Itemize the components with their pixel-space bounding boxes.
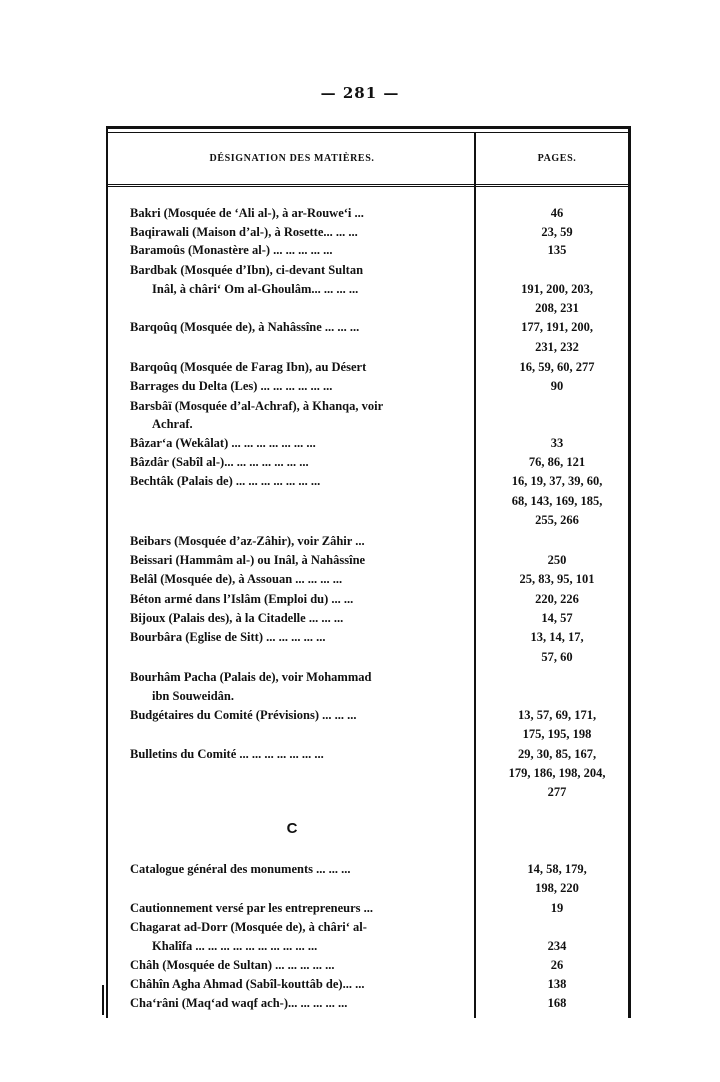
page-refs: 14, 58, 179, <box>527 862 587 876</box>
page-refs: 57, 60 <box>541 650 573 664</box>
entry-line: Baqirawali (Maison d’al-), à Rosette... ... ... <box>130 225 358 239</box>
entry-line: Bourhâm Pacha (Palais de), voir Mohammad <box>130 670 372 684</box>
entry-line: Beissari (Hammâm al-) ou Inâl, à Nahâssîne <box>130 553 366 567</box>
entry-line: Barqoûq (Mosquée de), à Nahâssîne ... ... ... <box>130 320 360 334</box>
page-refs: 16, 19, 37, 39, 60, <box>511 474 603 488</box>
entry-line: Châh (Mosquée de Sultan) ... ... ... ... ... <box>130 958 335 972</box>
page-refs: 16, 59, 60, 277 <box>519 360 595 374</box>
page-refs: 168 <box>547 996 567 1010</box>
page-refs: 25, 83, 95, 101 <box>519 572 595 586</box>
entry-line: Cha‘râni (Maq‘ad waqf ach-)... ... ... ... ... <box>130 996 348 1010</box>
page-refs: 33 <box>550 436 564 450</box>
entry-line: Béton armé dans l’Islâm (Emploi du) ... ... <box>130 592 354 606</box>
page-refs: 277 <box>547 785 567 799</box>
entry-line: Barqoûq (Mosquée de Farag Ibn), au Désert <box>130 360 367 374</box>
column-header-pages: PAGES. <box>537 153 577 164</box>
entry-line: Bakri (Mosquée de ‘Ali al-), à ar-Rouwe‘i ... <box>130 206 364 220</box>
entry-line: Cautionnement versé par les entrepreneurs ... <box>130 901 374 915</box>
column-header-designation: DÉSIGNATION DES MATIÈRES. <box>209 153 375 164</box>
entry-line: Châhîn Agha Ahmad (Sabîl-kouttâb de)... ... <box>130 977 365 991</box>
entry-line: Bardbak (Mosquée d’Ibn), ci-devant Sultan <box>130 263 364 277</box>
page-refs: 234 <box>547 939 567 953</box>
page-refs: 14, 57 <box>541 611 573 625</box>
page-refs: 179, 186, 198, 204, <box>508 766 606 780</box>
entry-line: Bâzar‘a (Wekâlat) ... ... ... ... ... ... ... <box>130 436 316 450</box>
page-number: — 281 — <box>320 84 400 102</box>
page-refs: 255, 266 <box>535 513 579 527</box>
page-refs: 19 <box>550 901 564 915</box>
page-refs: 29, 30, 85, 167, <box>517 747 597 761</box>
entry-line: Bourbâra (Eglise de Sitt) ... ... ... ... ... <box>130 630 326 644</box>
page-refs: 220, 226 <box>535 592 579 606</box>
entry-line: Beibars (Mosquée d’az-Zâhir), voir Zâhir ... <box>130 534 365 548</box>
entry-line: Chagarat ad-Dorr (Mosquée de), à châri‘ al- <box>130 920 367 934</box>
page-refs: 208, 231 <box>535 301 579 315</box>
page-refs: 175, 195, 198 <box>522 727 592 741</box>
page-refs: 231, 232 <box>535 340 579 354</box>
page-refs: 135 <box>547 243 567 257</box>
page-refs: 23, 59 <box>541 225 573 239</box>
page-refs: 26 <box>550 958 564 972</box>
entry-line: Belâl (Mosquée de), à Assouan ... ... ... ... <box>130 572 343 586</box>
page-refs: 90 <box>550 379 564 393</box>
page-refs: 13, 57, 69, 171, <box>517 708 597 722</box>
entry-line: Bechtâk (Palais de) ... ... ... ... ... ... ... <box>130 474 321 488</box>
entry-line: Barrages du Delta (Les) ... ... ... ... ... ... <box>130 379 333 393</box>
page-refs: 198, 220 <box>535 881 579 895</box>
page-refs: 250 <box>547 553 567 567</box>
page-refs: 13, 14, 17, <box>530 630 584 644</box>
entry-line: Bulletins du Comité ... ... ... ... ... ... ... <box>130 747 324 761</box>
entry-line: Barsbâï (Mosquée d’al-Achraf), à Khanqa, voir <box>130 399 384 413</box>
entry-line: Achraf. <box>152 417 193 431</box>
entry-line: Bâzdâr (Sabîl al-)... ... ... ... ... ... ... <box>130 455 309 469</box>
section-letter-heading: C <box>286 820 298 837</box>
page-refs: 68, 143, 169, 185, <box>511 494 603 508</box>
page-refs: 138 <box>547 977 567 991</box>
page-refs: 177, 191, 200, <box>521 320 593 334</box>
page-refs: 76, 86, 121 <box>528 455 586 469</box>
entry-line: Catalogue général des monuments ... ... ... <box>130 862 351 876</box>
entry-line: Khalîfa ... ... ... ... ... ... ... ... ... ... <box>152 939 318 953</box>
entry-line: Inâl, à châri‘ Om al-Ghoulâm... ... ... ... <box>152 282 359 296</box>
entry-line: Bijoux (Palais des), à la Citadelle ... ... ... <box>130 611 344 625</box>
page-refs: 191, 200, 203, <box>521 282 593 296</box>
entry-line: Baramoûs (Monastère al-) ... ... ... ... ... <box>130 243 333 257</box>
entry-line: Budgétaires du Comité (Prévisions) ... ... ... <box>130 708 357 722</box>
page-refs: 46 <box>550 206 564 220</box>
entry-line: ibn Souweidân. <box>152 689 234 703</box>
